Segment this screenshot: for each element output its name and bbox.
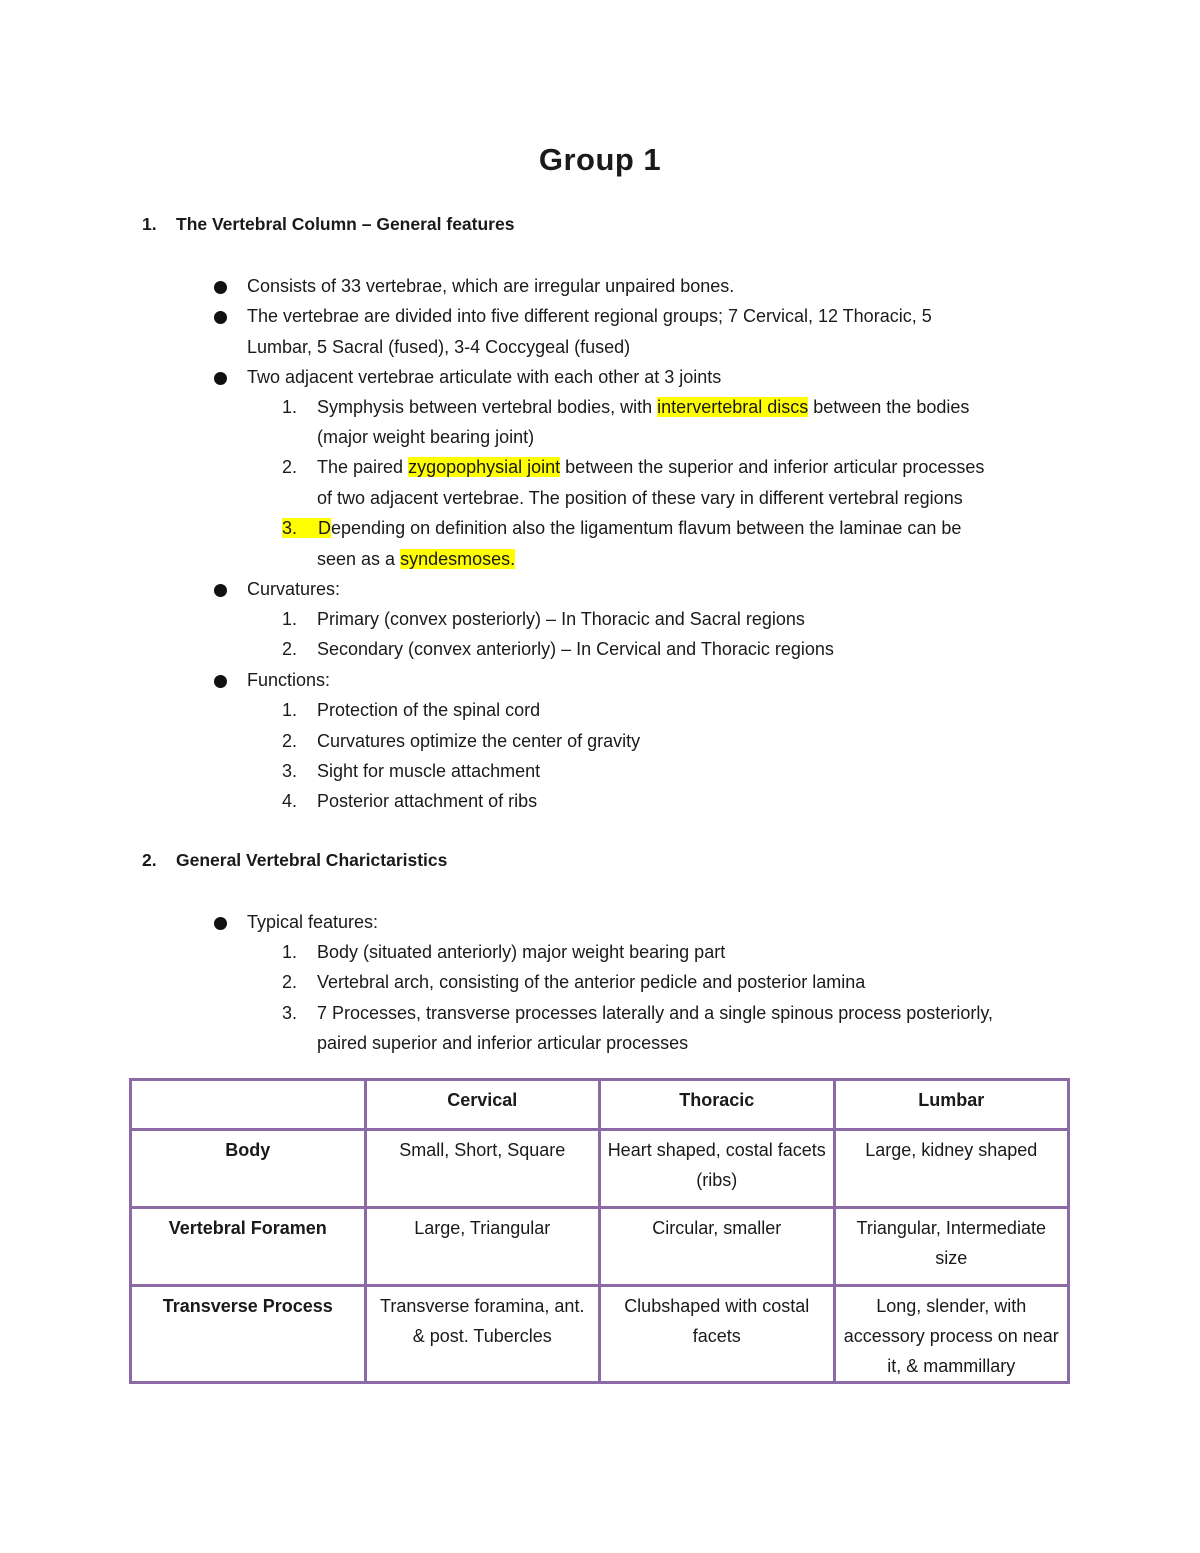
table-row-label: Transverse Process	[131, 1286, 366, 1383]
list-number: 3.	[282, 518, 298, 538]
text-run: seen as a	[317, 549, 401, 569]
bullet-curvatures: Curvatures:	[247, 579, 341, 599]
list-number: 4.	[282, 791, 298, 811]
table-row	[131, 1130, 1069, 1208]
text-run: between the bodies	[808, 397, 970, 417]
bullet-icon	[214, 281, 227, 294]
highlighted-term: intervertebral discs	[657, 397, 809, 417]
function-item: Sight for muscle attachment	[317, 761, 541, 781]
section-2-number: 2.	[142, 850, 157, 870]
list-number: 1.	[282, 609, 298, 629]
list-number: 2.	[282, 972, 298, 992]
bullet-joints: Two adjacent vertebrae articulate with each other at 3 joints	[247, 367, 722, 387]
list-number: 3.	[282, 1003, 298, 1023]
section-1-number: 1.	[142, 214, 157, 234]
vertebrae-comparison-table	[129, 1078, 1070, 1384]
function-item: Curvatures optimize the center of gravity	[317, 731, 641, 751]
bullet-functions: Functions:	[247, 670, 331, 690]
list-number: 3.	[282, 761, 298, 781]
bullet-regional-groups-line1: The vertebrae are divided into five different regional groups; 7 Cervical, 12 Thoracic, 5	[247, 306, 932, 326]
table-row-label: Vertebral Foramen	[131, 1208, 366, 1286]
table-cell: Large, Triangular	[365, 1208, 600, 1286]
table-header-cell	[131, 1080, 366, 1130]
bullet-typical-features: Typical features:	[247, 912, 379, 932]
feature-item: Vertebral arch, consisting of the anterior pedicle and posterior lamina	[317, 972, 866, 992]
bullet-icon	[214, 917, 227, 930]
section-1-heading	[142, 214, 514, 235]
table-row	[131, 1286, 1069, 1383]
text-run: D	[318, 518, 332, 538]
table-cell: Heart shaped, costal facets (ribs)	[600, 1130, 835, 1208]
table-cell: Clubshaped with costal facets	[600, 1286, 835, 1383]
function-item: Protection of the spinal cord	[317, 700, 541, 720]
section-2-title: General Vertebral Charictaristics	[176, 850, 448, 870]
highlighted-number	[282, 518, 331, 538]
feature-item: Body (situated anteriorly) major weight bearing part	[317, 942, 726, 962]
joint-zygopophysial-line1	[317, 456, 984, 478]
list-number: 2.	[282, 731, 298, 751]
table-cell: Triangular, Intermediate size	[834, 1208, 1069, 1286]
joint-zygopophysial-line2: of two adjacent vertebrae. The position of these vary in different vertebral regions	[317, 488, 963, 508]
list-number: 1.	[282, 397, 298, 417]
page-title: Group 1	[538, 142, 662, 177]
table-row-label: Body	[131, 1130, 366, 1208]
text-run: The paired	[317, 457, 409, 477]
table-cell: Long, slender, with accessory process on near it, & mammillary	[834, 1286, 1069, 1383]
table-cell: Transverse foramina, ant. & post. Tubercles	[365, 1286, 600, 1383]
joint-ligamentum-line1	[282, 517, 961, 539]
feature-item-line1: 7 Processes, transverse processes laterally and a single spinous process posteriorly,	[317, 1003, 993, 1023]
list-number: 2.	[282, 639, 298, 659]
bullet-icon	[214, 584, 227, 597]
list-number: 2.	[282, 457, 298, 477]
bullet-icon	[214, 311, 227, 324]
table-cell: Circular, smaller	[600, 1208, 835, 1286]
highlighted-term: syndesmoses.	[400, 549, 516, 569]
table-header-row	[131, 1080, 1069, 1130]
bullet-vertebrae-count: Consists of 33 vertebrae, which are irregular unpaired bones.	[247, 276, 735, 296]
table-cell: Large, kidney shaped	[834, 1130, 1069, 1208]
joint-ligamentum-line2	[317, 548, 515, 570]
feature-item-line2: paired superior and inferior articular processes	[317, 1033, 689, 1053]
table-cell: Small, Short, Square	[365, 1130, 600, 1208]
joint-symphysis-line2: (major weight bearing joint)	[317, 427, 535, 447]
section-1-title: The Vertebral Column – General features	[176, 214, 515, 234]
text-run: epending on definition also the ligamentum flavum between the laminae can be	[331, 518, 962, 538]
function-item: Posterior attachment of ribs	[317, 791, 538, 811]
bullet-regional-groups-line2: Lumbar, 5 Sacral (fused), 3-4 Coccygeal (fused)	[247, 337, 631, 357]
curvature-secondary: Secondary (convex anteriorly) – In Cervical and Thoracic regions	[317, 639, 834, 659]
table-row	[131, 1208, 1069, 1286]
text-run: between the superior and inferior articular processes	[560, 457, 985, 477]
highlighted-term: zygopophysial joint	[408, 457, 561, 477]
table-header-cell: Cervical	[365, 1080, 600, 1130]
curvature-primary: Primary (convex posteriorly) – In Thoracic and Sacral regions	[317, 609, 805, 629]
bullet-icon	[214, 675, 227, 688]
section-2-heading	[142, 850, 447, 871]
bullet-icon	[214, 372, 227, 385]
list-number: 1.	[282, 700, 298, 720]
list-number: 1.	[282, 942, 298, 962]
table-header-cell: Thoracic	[600, 1080, 835, 1130]
table-header-cell: Lumbar	[834, 1080, 1069, 1130]
text-run: Symphysis between vertebral bodies, with	[317, 397, 658, 417]
joint-symphysis-line1	[317, 396, 969, 418]
